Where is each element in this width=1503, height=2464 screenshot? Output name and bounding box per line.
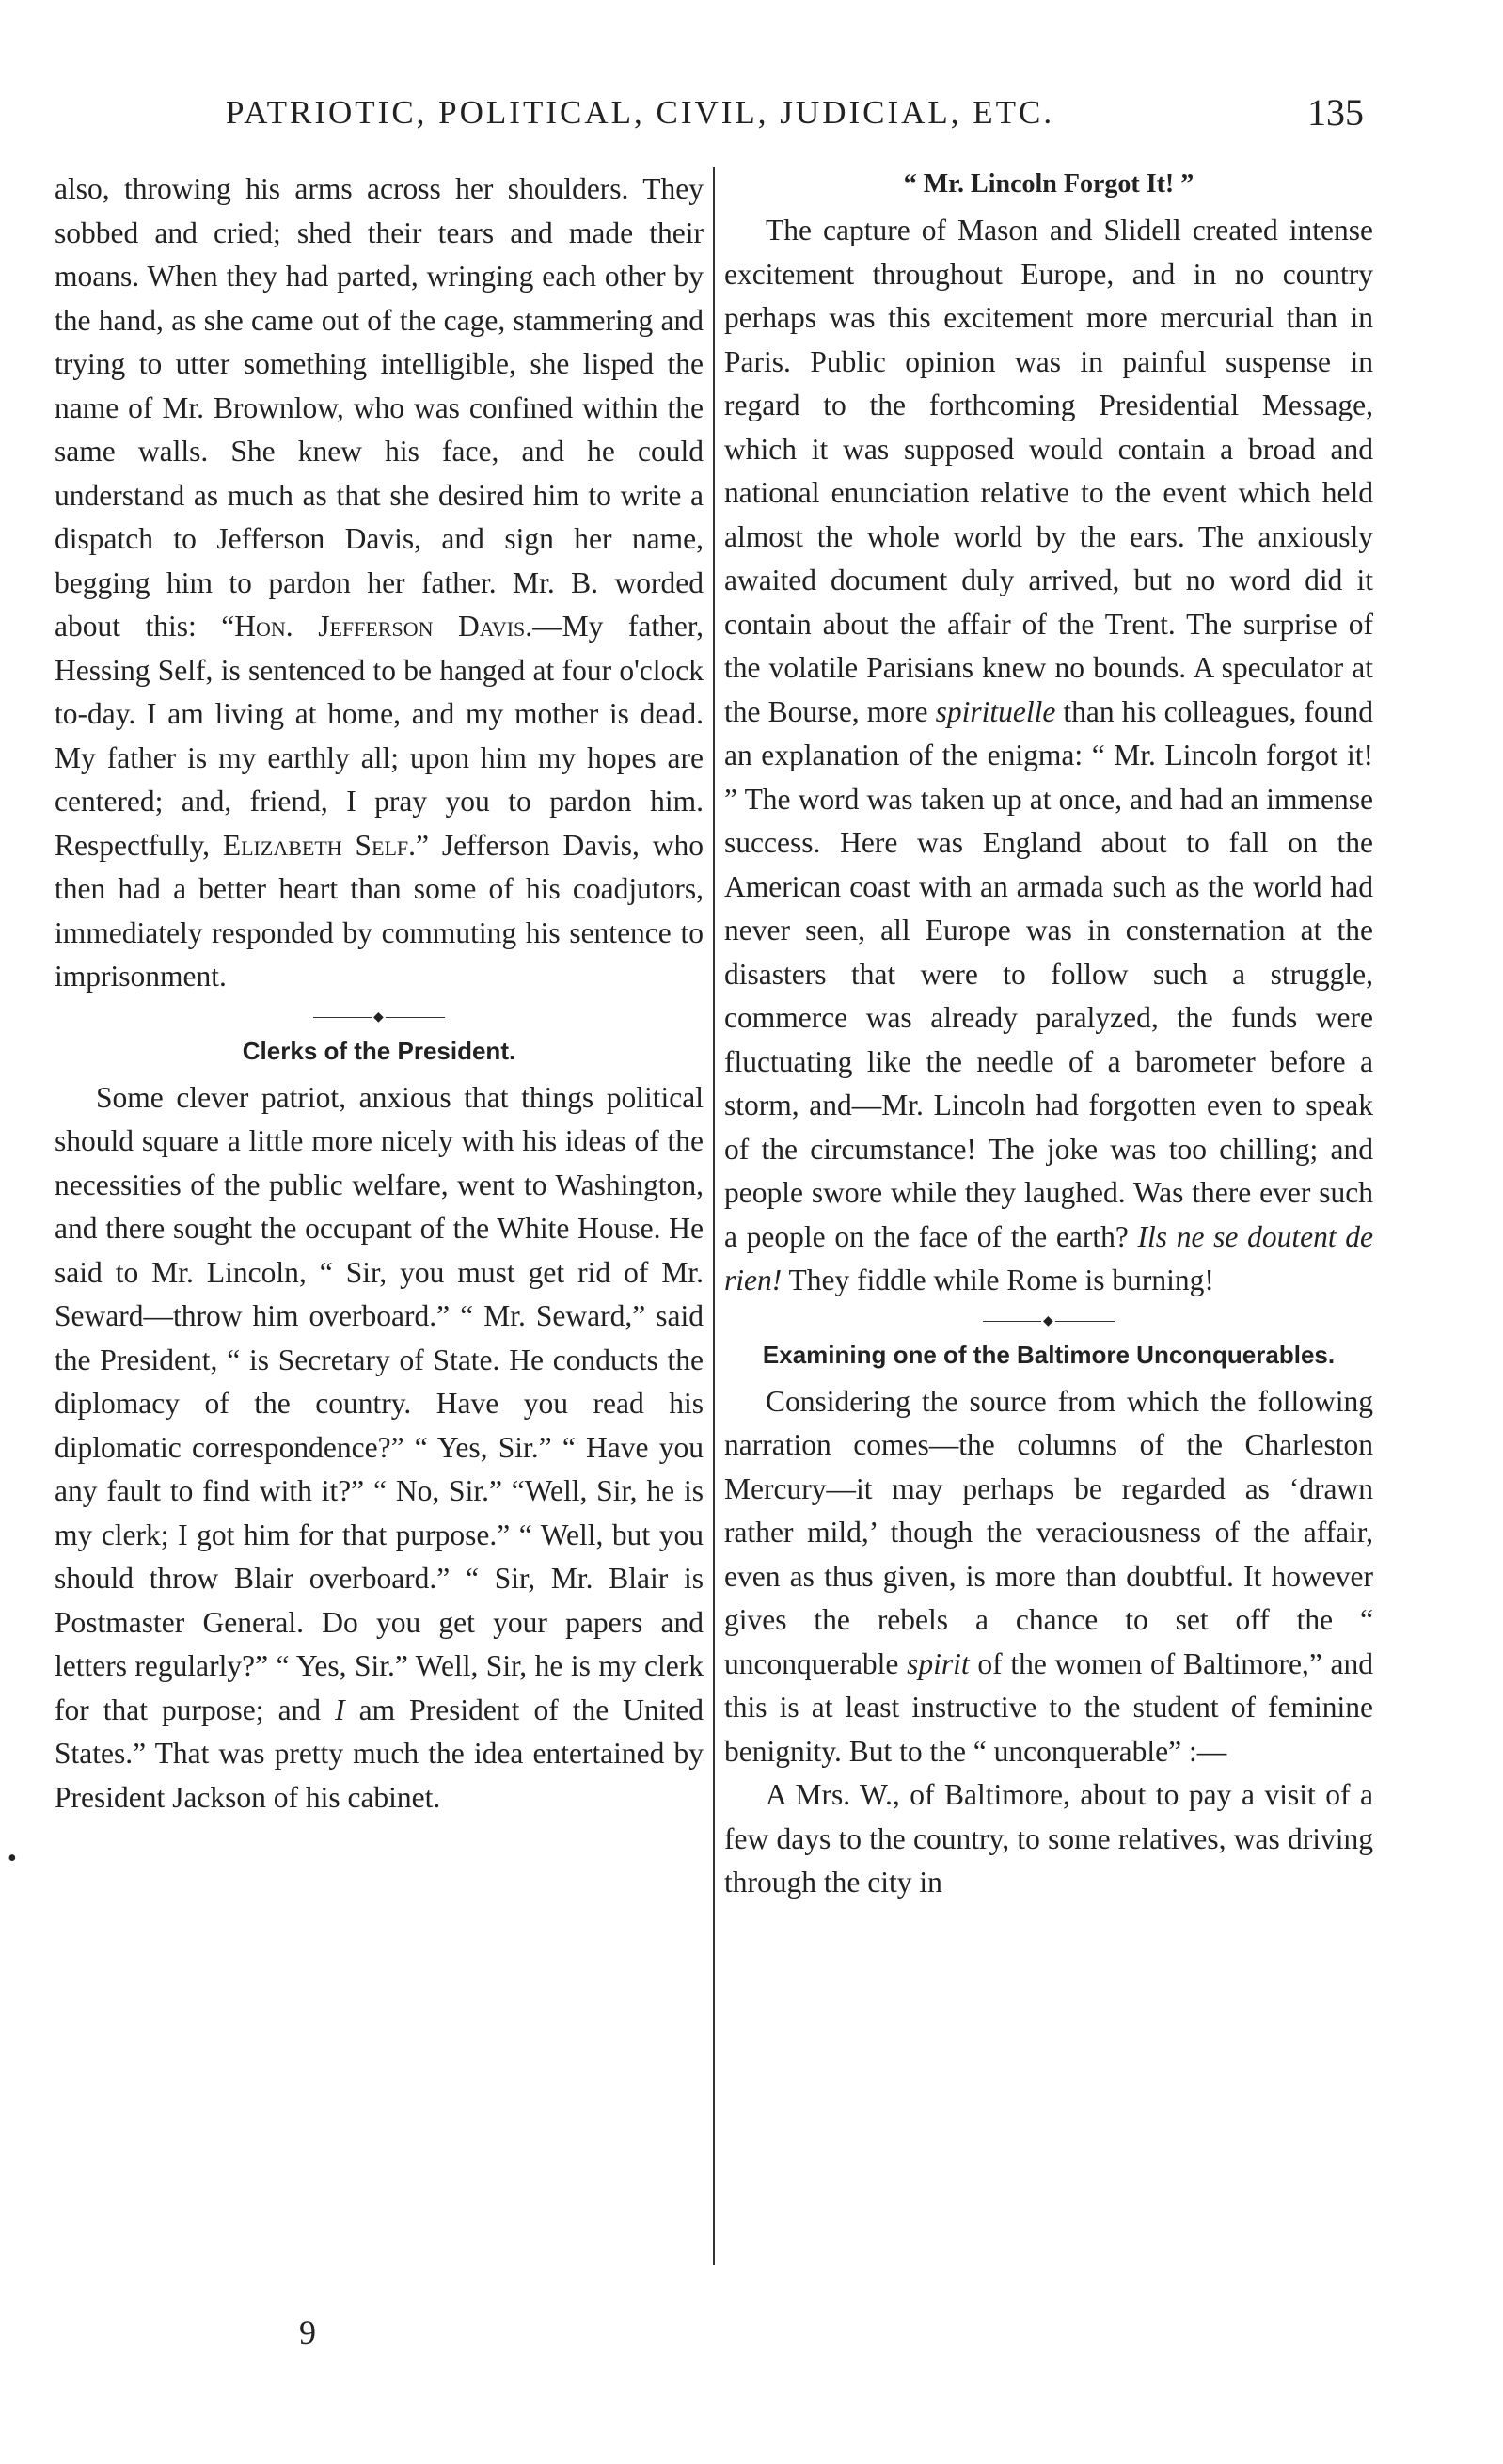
left-paragraph-2: Some clever patriot, anxious that things political should square a little more nicely with his ideas of the necessities of the public welfare, went to Washington, and there sought the occupant of the White House. He said to Mr. Lincoln, “ Sir, you must get rid of Mr. Seward—throw him overboard.” “ Mr. Seward,” said the President, “ is Secretary of State. He conducts the diplomacy of the country. Have you read his diplomatic correspondence?” “ Yes, Sir.” “ Have you any fault to find with it?” “ No, Sir.” “Well, Sir, he is my clerk; I got him for that purpose.” “ Well, but you should throw Blair overboard.” “ Sir, Mr. Blair is Postmaster General. Do you get your papers and letters regularly?” “ Yes, Sir.” Well, Sir, he is my clerk for that purpose; and I am President of the United States.” That was pretty much the idea entertained by President Jackson of his cabinet. <box>55 1080 704 1814</box>
section-divider: ◆ <box>983 1312 1115 1331</box>
right-column <box>724 167 1373 1905</box>
section-heading-clerks: Clerks of the President. <box>242 1036 516 1065</box>
right-paragraph-3: A Mrs. W., of Baltimore, about to pay a visit of a few days to the country, to some relatives, was driving through the city in <box>724 1778 1373 1899</box>
left-paragraph-1: also, throwing his arms across her shoulders. They sobbed and cried; shed their tears and made their moans. When they had parted, wringing each other by the hand, as she came out of the cage, stammering and trying to utter something intelligible, she lisped the name of Mr. Brownlow, who was confined within the same walls. She knew his face, and he could understand as much as that she desired him to write a dispatch to Jefferson Davis, and sign her name, begging him to pardon her father. Mr. B. worded about this: “Hon. Jefferson Davis.—My father, Hessing Self, is sentenced to be hanged at four o'clock to-day. I am living at home, and my mother is dead. My father is my earthly all; upon him my hopes are centered; and, friend, I pray you to pardon him. Respectfully, Elizabeth Self.” Jefferson Davis, who then had a better heart than some of his coadjutors, immediately responded by commuting his sentence to imprisonment. <box>55 172 704 993</box>
page-number: 135 <box>1307 91 1364 134</box>
right-paragraph-1: The capture of Mason and Slidell created intense excitement throughout Europe, and in no country perhaps was this excitement more mercurial than in Paris. Public opinion was in painful suspense in regard to the forthcoming Presidential Message, which it was supposed would contain a broad and national enunciation relative to the event which held almost the whole world by the ears. The anxiously awaited document duly arrived, but no word did it contain about the affair of the Trent. The surprise of the volatile Parisians knew no bounds. A speculator at the Bourse, more spirituelle than his colleagues, found an explanation of the enigma: “ Mr. Lincoln forgot it! ” The word was taken up at once, and had an immense success. Here was England about to fall on the American coast with an armada such as the world had never seen, all Europe was in consternation at the disasters that were to follow such a struggle, commerce was already paralyzed, the funds were fluctuating like the needle of a barometer before a storm, and—Mr. Lincoln had forgotten even to speak of the circumstance! The joke was too chilling; and people swore while they laughed. Was there ever such a people on the face of the earth? Ils ne se doutent de rien! They fiddle while Rome is burning! <box>724 214 1373 1296</box>
section-heading-baltimore: Examining one of the Baltimore Unconquerables. <box>762 1340 1336 1369</box>
right-paragraph-2: Considering the source from which the following narration comes—the columns of the Charleston Mercury—it may perhaps be regarded as ‘drawn rather mild,’ though the veraciousness of the affair, even as thus given, is more than doubtful. It however gives the rebels a chance to set off the “ unconquerable spirit of the women of Baltimore,” and this is at least instructive to the student of feminine benignity. But to the “ unconquerable” :— <box>724 1384 1373 1768</box>
stray-mark: • <box>8 1844 17 1873</box>
running-header <box>226 91 1364 141</box>
section-divider: ◆ <box>313 1009 445 1027</box>
signature-mark: 9 <box>299 2313 316 2351</box>
section-heading-lincoln-forgot: “ Mr. Lincoln Forgot It! ” <box>903 169 1194 199</box>
column-rule <box>713 167 715 2265</box>
left-column <box>55 167 704 1820</box>
running-title: PATRIOTIC, POLITICAL, CIVIL, JUDICIAL, ETC. <box>226 94 1055 131</box>
